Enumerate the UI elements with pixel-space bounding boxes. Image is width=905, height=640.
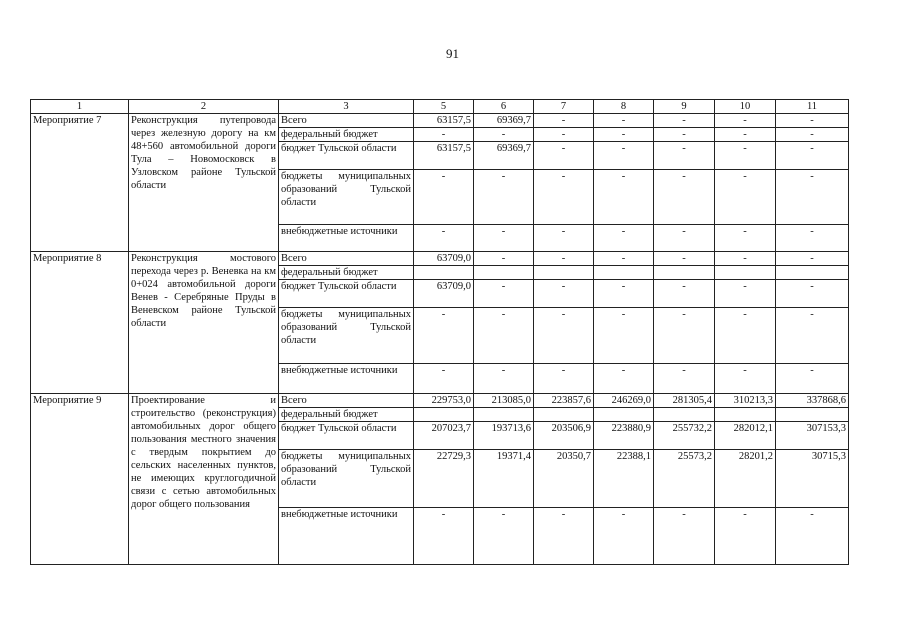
header-cell: 6 — [474, 100, 534, 114]
amount-cell — [534, 408, 594, 422]
amount-cell — [654, 408, 715, 422]
amount-cell: - — [594, 252, 654, 266]
funding-source: бюджет Тульской области — [279, 422, 414, 450]
amount-cell — [715, 266, 776, 280]
amount-cell: - — [715, 225, 776, 252]
header-cell: 10 — [715, 100, 776, 114]
amount-cell: - — [414, 308, 474, 364]
amount-cell: - — [776, 142, 849, 170]
amount-cell: 63709,0 — [414, 252, 474, 266]
amount-cell: 63709,0 — [414, 280, 474, 308]
amount-cell: - — [534, 142, 594, 170]
amount-cell: - — [715, 142, 776, 170]
amount-cell: - — [776, 508, 849, 565]
measure-description: Проектирование и строительство (реконструкция) автомобильных дорог общего пользования местного значения с твердым покрытием до сельских населенных пунктов, не имеющих круглогодичной связи с сетью автомобильных дорог общего пользования — [129, 394, 279, 565]
amount-cell: - — [715, 308, 776, 364]
amount-cell: 69369,7 — [474, 114, 534, 128]
measure-description: Реконструкция мостового перехода через р. Веневка на км 0+024 автомобильной дороги Венев - Серебряные Пруды в Веневском районе Тульской области — [129, 252, 279, 394]
amount-cell: - — [414, 225, 474, 252]
amount-cell: 22729,3 — [414, 450, 474, 508]
amount-cell: - — [776, 170, 849, 225]
amount-cell: 337868,6 — [776, 394, 849, 408]
amount-cell: - — [414, 128, 474, 142]
amount-cell: 69369,7 — [474, 142, 534, 170]
page-number: 91 — [446, 46, 459, 61]
amount-cell: 281305,4 — [654, 394, 715, 408]
funding-source: внебюджетные источники — [279, 508, 414, 565]
funding-source: федеральный бюджет — [279, 266, 414, 280]
amount-cell: - — [594, 280, 654, 308]
amount-cell — [776, 408, 849, 422]
funding-source: внебюджетные источники — [279, 364, 414, 394]
header-cell: 2 — [129, 100, 279, 114]
amount-cell: - — [776, 225, 849, 252]
header-cell: 1 — [31, 100, 129, 114]
amount-cell: 310213,3 — [715, 394, 776, 408]
header-cell: 7 — [534, 100, 594, 114]
amount-cell — [414, 408, 474, 422]
amount-cell: 213085,0 — [474, 394, 534, 408]
amount-cell: - — [534, 170, 594, 225]
amount-cell: 63157,5 — [414, 142, 474, 170]
amount-cell: 30715,3 — [776, 450, 849, 508]
amount-cell: - — [654, 508, 715, 565]
amount-cell: - — [654, 225, 715, 252]
amount-cell: - — [474, 308, 534, 364]
amount-cell: 255732,2 — [654, 422, 715, 450]
amount-cell: - — [776, 128, 849, 142]
funding-source: внебюджетные источники — [279, 225, 414, 252]
amount-cell: - — [715, 170, 776, 225]
measure-label: Мероприятие 8 — [31, 252, 129, 394]
amount-cell: - — [715, 508, 776, 565]
amount-cell: - — [534, 280, 594, 308]
table-row — [31, 252, 849, 266]
amount-cell: - — [414, 508, 474, 565]
amount-cell: - — [594, 508, 654, 565]
funding-source: бюджет Тульской области — [279, 280, 414, 308]
funding-source: федеральный бюджет — [279, 128, 414, 142]
header-cell: 9 — [654, 100, 715, 114]
budget-table — [30, 99, 849, 565]
amount-cell: 63157,5 — [414, 114, 474, 128]
amount-cell: 282012,1 — [715, 422, 776, 450]
amount-cell: - — [474, 364, 534, 394]
amount-cell: - — [594, 225, 654, 252]
amount-cell: 25573,2 — [654, 450, 715, 508]
amount-cell: - — [534, 225, 594, 252]
amount-cell — [534, 266, 594, 280]
amount-cell — [474, 408, 534, 422]
amount-cell: 229753,0 — [414, 394, 474, 408]
amount-cell: - — [534, 114, 594, 128]
amount-cell: - — [715, 280, 776, 308]
amount-cell: - — [594, 128, 654, 142]
funding-source: бюджеты муниципальных образований Тульской области — [279, 308, 414, 364]
amount-cell: - — [715, 252, 776, 266]
amount-cell — [594, 408, 654, 422]
amount-cell — [474, 266, 534, 280]
header-cell: 5 — [414, 100, 474, 114]
header-cell: 3 — [279, 100, 414, 114]
table-row — [31, 114, 849, 128]
amount-cell: - — [474, 170, 534, 225]
funding-source: бюджет Тульской области — [279, 142, 414, 170]
amount-cell: - — [474, 280, 534, 308]
amount-cell: 19371,4 — [474, 450, 534, 508]
amount-cell — [654, 266, 715, 280]
amount-cell: - — [654, 142, 715, 170]
amount-cell: - — [654, 170, 715, 225]
amount-cell: - — [414, 170, 474, 225]
funding-source: Всего — [279, 114, 414, 128]
amount-cell — [414, 266, 474, 280]
amount-cell — [776, 266, 849, 280]
amount-cell: - — [715, 128, 776, 142]
header-cell: 8 — [594, 100, 654, 114]
amount-cell: - — [715, 364, 776, 394]
amount-cell: 193713,6 — [474, 422, 534, 450]
funding-source: бюджеты муниципальных образований Тульской области — [279, 170, 414, 225]
funding-source: Всего — [279, 252, 414, 266]
amount-cell: - — [534, 252, 594, 266]
funding-source: бюджеты муниципальных образований Тульской области — [279, 450, 414, 508]
amount-cell: - — [534, 508, 594, 565]
amount-cell — [715, 408, 776, 422]
measure-description: Реконструкция путепровода через железную дорогу на км 48+560 автомобильной дороги Тула – Новомосковск в Узловском районе Тульской области — [129, 114, 279, 252]
amount-cell: - — [654, 364, 715, 394]
amount-cell: - — [474, 252, 534, 266]
amount-cell: - — [594, 142, 654, 170]
amount-cell: - — [654, 252, 715, 266]
amount-cell: - — [654, 308, 715, 364]
header-row — [31, 100, 849, 114]
amount-cell: - — [654, 280, 715, 308]
amount-cell: - — [776, 114, 849, 128]
amount-cell: - — [534, 128, 594, 142]
header-cell: 11 — [776, 100, 849, 114]
amount-cell: 20350,7 — [534, 450, 594, 508]
amount-cell: - — [474, 225, 534, 252]
amount-cell: - — [776, 364, 849, 394]
measure-label: Мероприятие 9 — [31, 394, 129, 565]
amount-cell: - — [776, 308, 849, 364]
amount-cell: - — [534, 364, 594, 394]
table-row — [31, 394, 849, 408]
amount-cell: - — [715, 114, 776, 128]
amount-cell: - — [594, 364, 654, 394]
amount-cell: - — [474, 128, 534, 142]
amount-cell: - — [594, 170, 654, 225]
amount-cell: 307153,3 — [776, 422, 849, 450]
amount-cell: 22388,1 — [594, 450, 654, 508]
funding-source: федеральный бюджет — [279, 408, 414, 422]
funding-source: Всего — [279, 394, 414, 408]
amount-cell: - — [776, 280, 849, 308]
amount-cell: 28201,2 — [715, 450, 776, 508]
amount-cell: 223880,9 — [594, 422, 654, 450]
amount-cell: 246269,0 — [594, 394, 654, 408]
measure-label: Мероприятие 7 — [31, 114, 129, 252]
amount-cell: 207023,7 — [414, 422, 474, 450]
amount-cell: - — [474, 508, 534, 565]
amount-cell: - — [654, 114, 715, 128]
amount-cell: - — [776, 252, 849, 266]
amount-cell: - — [534, 308, 594, 364]
amount-cell: 203506,9 — [534, 422, 594, 450]
amount-cell: - — [654, 128, 715, 142]
amount-cell: - — [594, 114, 654, 128]
amount-cell: 223857,6 — [534, 394, 594, 408]
amount-cell: - — [414, 364, 474, 394]
amount-cell: - — [594, 308, 654, 364]
amount-cell — [594, 266, 654, 280]
